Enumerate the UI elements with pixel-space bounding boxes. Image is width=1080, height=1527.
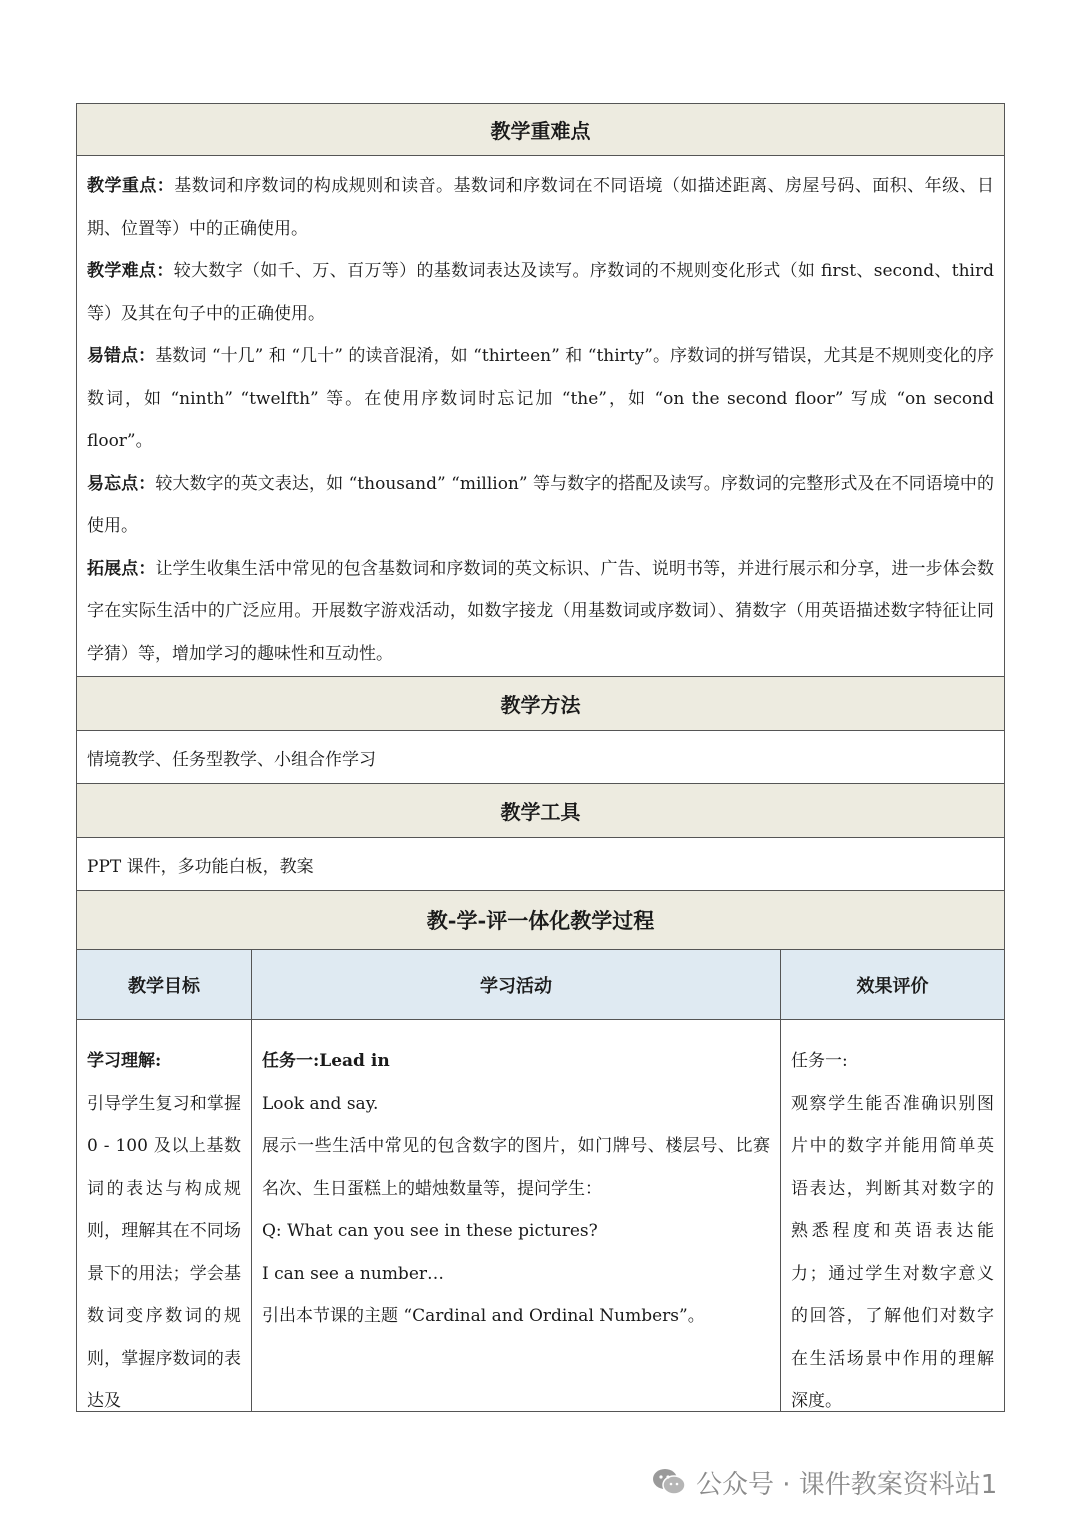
easy-forget-point: 易忘点：较大数字的英文表达，如 “thousand” “million” 等与数字的搭配及读写。序数词的完整形式及在不同语境中的使用。 (87, 473, 995, 536)
activity-line: I can see a number… (262, 1263, 445, 1284)
section-title-tools: 教学工具 (76, 784, 1005, 838)
activity-task-title: 任务一:Lead in (262, 1051, 390, 1071)
goal-text: 引导学生复习和掌握 0 - 100 及以上基数词的表达与构成规则，理解其在不同场景下的用法；学会基数词变序数词的规则，掌握序数词的表达及 (87, 1093, 241, 1411)
activity-line: 引出本节课的主题 “Cardinal and Ordinal Numbers”。 (262, 1306, 705, 1326)
tools-content: PPT 课件，多功能白板，教案 (76, 838, 1005, 891)
wechat-icon (652, 1467, 686, 1497)
extension-point: 拓展点：让学生收集生活中常见的包含基数词和序数词的英文标识、广告、说明书等，并进行展示和分享，进一步体会数字在实际生活中的广泛应用。开展数字游戏活动，如数字接龙（用基数词或序数词）、猜数字（用英语描述数字特征让同学猜）等，增加学习的趣味性和互动性。 (87, 558, 995, 664)
process-row (76, 1020, 1005, 1412)
evaluation-label: 任务一: (791, 1051, 848, 1071)
evaluation-text: 观察学生能否准确识别图片中的数字并能用简单英语表达，判断其对数字的熟悉程度和英语表达能力；通过学生对数字意义的回答，了解他们对数字在生活场景中作用的理解深度。 (791, 1093, 994, 1411)
goal-cell (77, 1020, 252, 1411)
column-header-goal: 教学目标 (77, 950, 252, 1019)
difficulty-content (76, 156, 1005, 677)
error-prone-point: 易错点：基数词 “十几” 和 “几十” 的读音混淆，如 “thirteen” 和 “thirty”。序数词的拼写错误，尤其是不规则变化的序数词，如 “ninth” “twelfth” 等。在使用序数词时忘记加 “the”，如 “on the second floor” 写成 “on second floor”。 (87, 346, 994, 451)
activity-line: Look and say. (262, 1093, 379, 1114)
evaluation-cell (781, 1020, 1004, 1411)
watermark (652, 1462, 997, 1502)
section-title-process: 教-学-评一体化教学过程 (76, 891, 1005, 950)
watermark-text: 公众号 · 课件教案资料站1 (696, 1469, 998, 1500)
difficult-point: 教学难点：较大数字（如千、万、百万等）的基数词表达及读写。序数词的不规则变化形式（如 first、second、third 等）及其在句子中的正确使用。 (87, 261, 994, 324)
lesson-plan-table (76, 103, 1005, 1412)
activity-line: 展示一些生活中常见的包含数字的图片，如门牌号、楼层号、比赛名次、生日蛋糕上的蜡烛数量等，提问学生： (262, 1136, 770, 1199)
activity-cell (252, 1020, 781, 1411)
section-title-difficulty: 教学重难点 (76, 103, 1005, 156)
activity-line: Q: What can you see in these pictures? (262, 1221, 598, 1241)
key-point: 教学重点：基数词和序数词的构成规则和读音。基数词和序数词在不同语境（如描述距离、房屋号码、面积、年级、日期、位置等）中的正确使用。 (87, 176, 995, 239)
column-header-activity: 学习活动 (252, 950, 781, 1019)
method-content: 情境教学、任务型教学、小组合作学习 (76, 731, 1005, 784)
column-header-evaluation: 效果评价 (856, 975, 929, 997)
goal-label: 学习理解: (87, 1051, 162, 1071)
process-column-headers (76, 950, 1005, 1020)
section-title-method: 教学方法 (76, 677, 1005, 731)
